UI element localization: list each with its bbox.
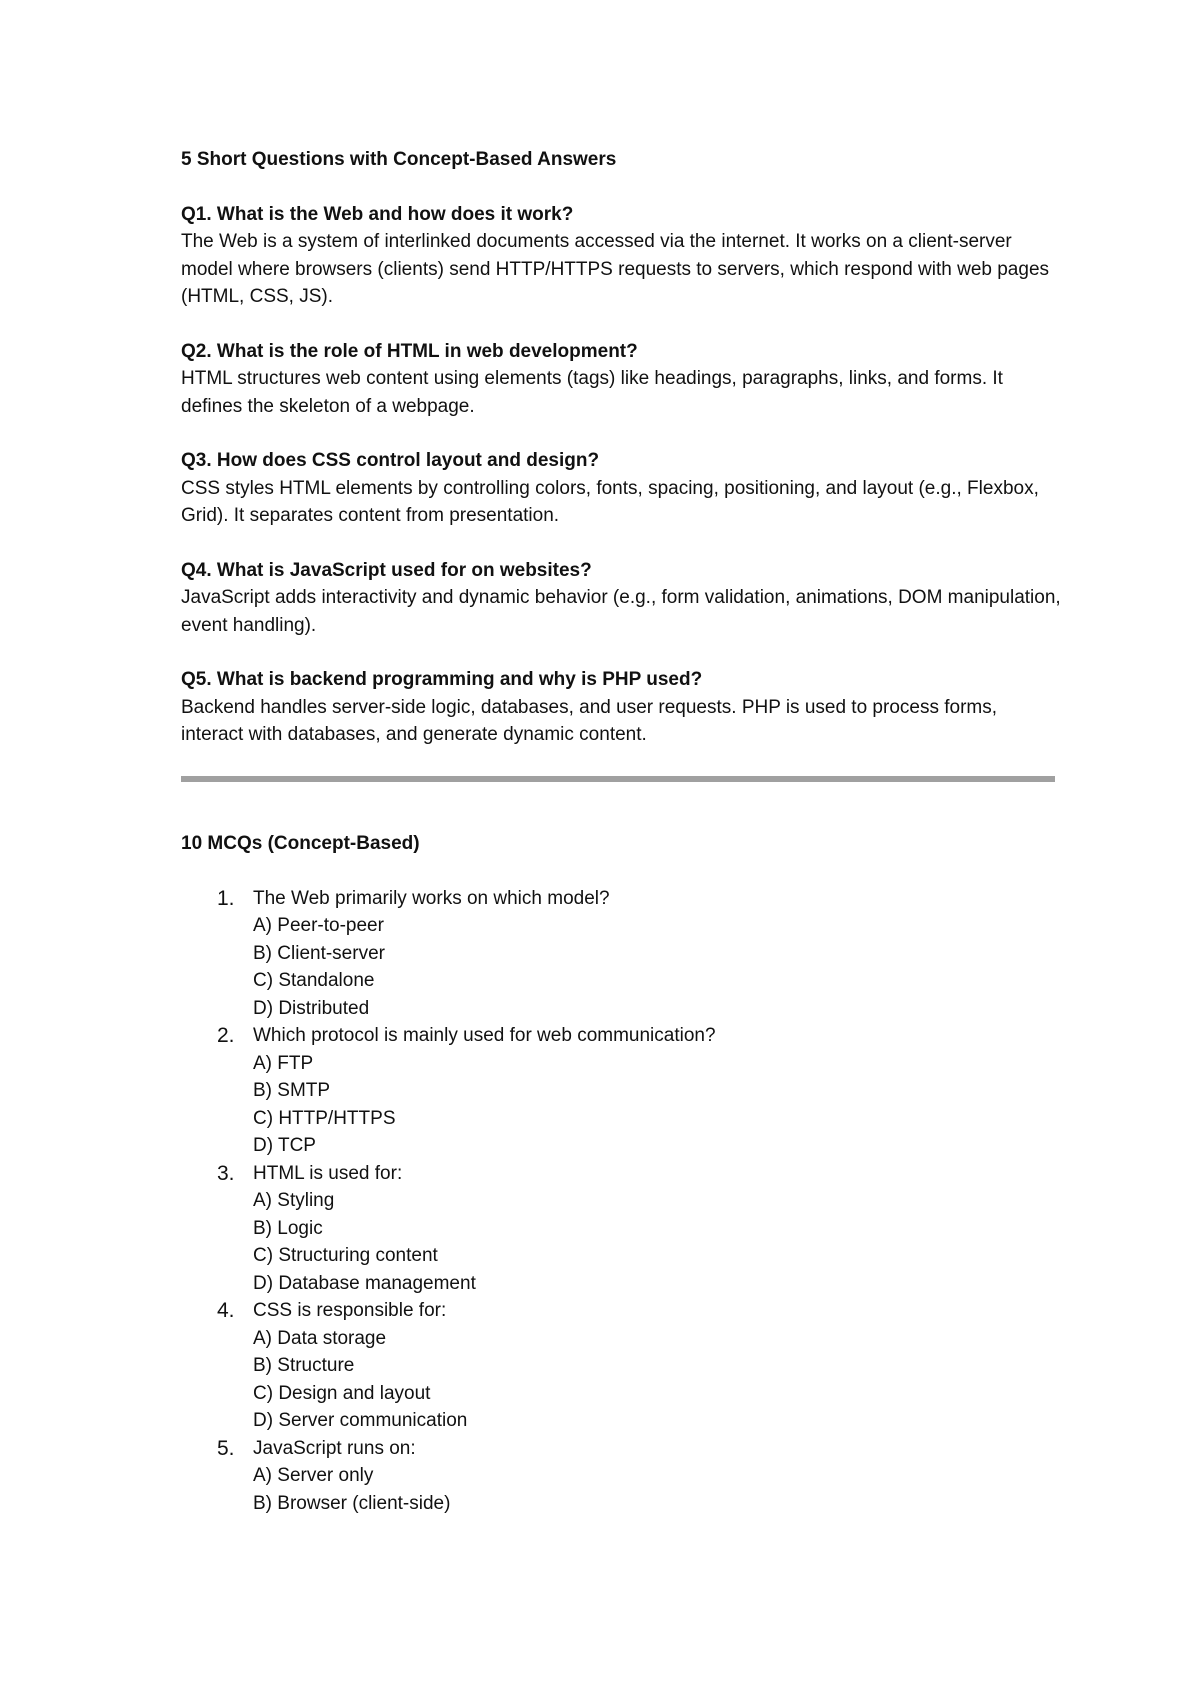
horizontal-divider [181, 776, 1055, 782]
short-section-title: 5 Short Questions with Concept-Based Answers [181, 149, 617, 170]
mcq-option: D) Server communication [253, 1410, 468, 1431]
qa-item [181, 447, 1061, 530]
mcq-option: A) Peer-to-peer [253, 915, 384, 936]
mcq-question: Which protocol is mainly used for web communication? [253, 1025, 716, 1046]
mcq-question: HTML is used for: [253, 1162, 403, 1184]
mcq-item [181, 1297, 1061, 1435]
qa-item [181, 201, 1061, 311]
mcq-option: A) Server only [253, 1465, 374, 1486]
question-text: Q5. What is backend programming and why is PHP used? [181, 669, 703, 690]
mcq-option: C) Design and layout [253, 1382, 431, 1404]
mcq-question: CSS is responsible for: [253, 1300, 447, 1321]
mcq-item [181, 1160, 1061, 1298]
mcq-item [181, 1435, 1061, 1518]
question-text: Q2. What is the role of HTML in web development? [181, 340, 638, 362]
mcq-number: 3. [217, 1161, 235, 1185]
mcq-option: B) Client-server [253, 942, 385, 964]
question-text: Q3. How does CSS control layout and design? [181, 450, 600, 471]
mcq-option: B) SMTP [253, 1080, 331, 1101]
question-text: Q1. What is the Web and how does it work? [181, 203, 574, 225]
answer-text: CSS styles HTML elements by controlling colors, fonts, spacing, positioning, and layout (e.g., Flexbox, Grid). It separates content from presentation. [181, 477, 1039, 526]
mcq-number: 2. [217, 1024, 235, 1047]
answer-text: The Web is a system of interlinked documents accessed via the internet. It works on a client-server model where browsers (clients) send HTTP/HTTPS requests to servers, which respond with web pages (HTML, CSS, JS). [181, 231, 1050, 307]
mcq-item [181, 885, 1061, 1023]
mcq-section-title: 10 MCQs (Concept-Based) [181, 833, 420, 854]
mcq-item [181, 1022, 1061, 1160]
mcq-option: A) Styling [253, 1190, 335, 1211]
mcq-number: 1. [217, 886, 235, 910]
mcq-option: A) FTP [253, 1052, 314, 1074]
mcq-number: 5. [217, 1436, 235, 1460]
mcq-option: C) Structuring content [253, 1245, 438, 1266]
mcq-option: C) HTTP/HTTPS [253, 1107, 396, 1129]
mcq-number: 4. [217, 1299, 235, 1322]
mcq-option: D) TCP [253, 1135, 316, 1156]
mcq-option: B) Logic [253, 1217, 323, 1239]
mcq-option: D) Database management [253, 1272, 476, 1294]
qa-item [181, 557, 1061, 640]
mcq-option: B) Structure [253, 1355, 355, 1376]
mcq-question: JavaScript runs on: [253, 1437, 416, 1459]
answer-text: JavaScript adds interactivity and dynamic behavior (e.g., form validation, animations, DOM manipulation, event handling). [181, 587, 1061, 636]
qa-item [181, 338, 1061, 421]
mcq-option: B) Browser (client-side) [253, 1492, 451, 1514]
mcq-question: The Web primarily works on which model? [253, 887, 610, 909]
answer-text: Backend handles server-side logic, databases, and user requests. PHP is used to process forms, interact with databases, and generate dynamic content. [181, 696, 998, 745]
mcq-option: A) Data storage [253, 1327, 387, 1349]
mcq-section [181, 830, 1061, 1517]
qa-item [181, 666, 1061, 749]
mcq-option: D) Distributed [253, 997, 370, 1019]
question-text: Q4. What is JavaScript used for on websites? [181, 559, 592, 581]
answer-text: HTML structures web content using elements (tags) like headings, paragraphs, links, and forms. It defines the skeleton of a webpage. [181, 368, 1003, 417]
short-questions-section [181, 146, 1061, 776]
mcq-option: C) Standalone [253, 970, 375, 991]
